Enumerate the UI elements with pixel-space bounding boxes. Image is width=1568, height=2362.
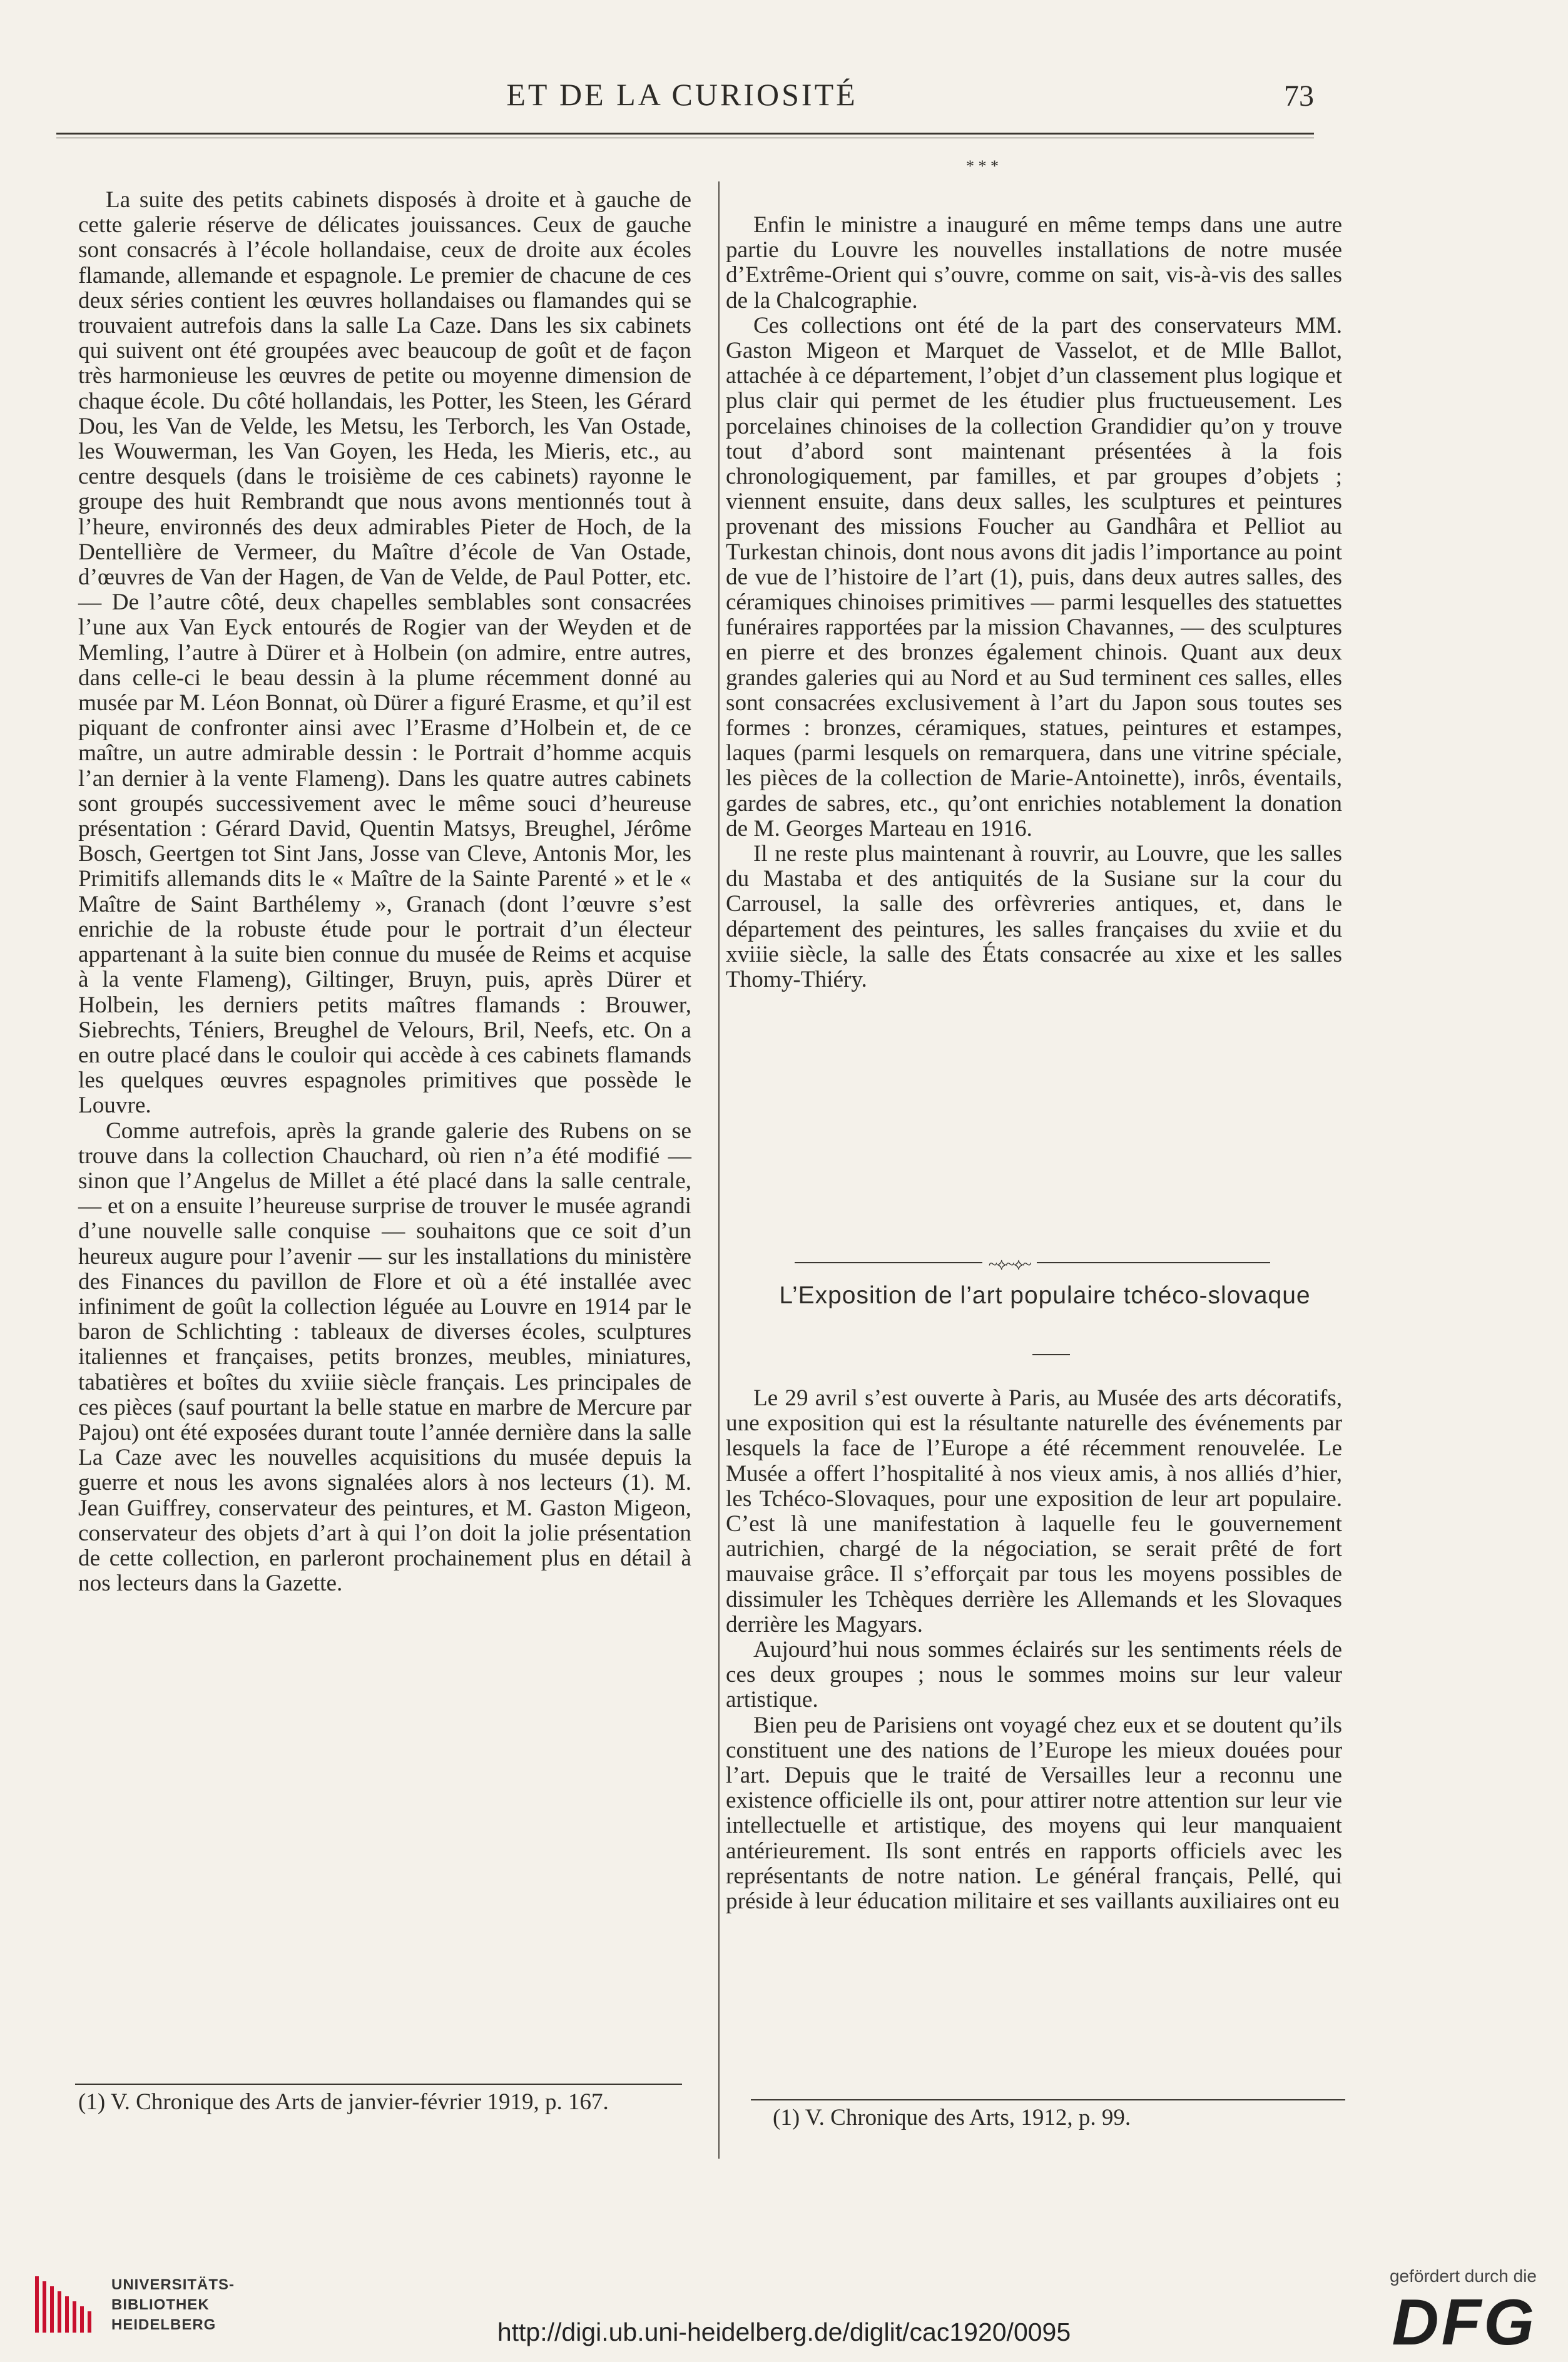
running-title: ET DE LA CURIOSITÉ — [506, 77, 858, 112]
left-column — [78, 188, 691, 1596]
left-footnote: (1) V. Chronique des Arts de janvier-février 1919, p. 167. — [78, 2089, 609, 2115]
section-paragraph-1: Le 29 avril s’est ouverte à Paris, au Musée des arts décoratifs, une exposition qui est la résultante naturelle des événements par lesquels la face de l’Europe a été récemment renouvelée. Le Musée a offert l’hospitalité à nos vieux amis, à nos alliés d’hier, les Tchéco-Slovaques, pour une exposition de leur art populaire. C’est là une manifestation à laquelle feu le gouvernement autrichien, chargé de la négociation, se serait prêté de fort mauvaise grâce. Il s’efforçait par tous les moyens possibles de dissimuler les Tchèques derrière les Allemands et les Slovaques derrière les Magyars. — [726, 1385, 1342, 1637]
column-divider — [718, 181, 720, 2159]
running-head — [50, 70, 1314, 126]
section-title: L’Exposition de l’art populaire tchéco-slovaque — [779, 1282, 1311, 1309]
section-paragraph-3: Bien peu de Parisiens ont voyagé chez eux et se doutent qu’ils constituent une des nations de l’Europe les mieux douées pour l’art. Depuis que le traité de Versailles leur a reconnu une existence officielle ils ont, pour attirer notre attention sur leur vie intellectuelle et artistique, des moyens qui leur manquaient antérieurement. Ils sont entrés en rapports officiels avec les représentants de notre nation. Le général français, Pellé, qui préside à leur éducation militaire et ses vaillants auxiliaires ont eu — [726, 1712, 1342, 1915]
left-paragraph-2: Comme autrefois, après la grande galerie des Rubens on se trouve dans la collection Chauchard, où rien n’a été modifié — sinon que l’Angelus de Millet a été placé dans la salle centrale, — et on a ensuite l’heureuse surprise de trouver le musée agrandi d’une nouvelle salle conquise — souhaitons que ce soit d’un heureux augure pour l’avenir — sur les installations du ministère des Finances du pavillon de Flore et où a été installée avec infiniment de goût la collection léguée au Louvre en 1914 par le baron de Schlichting : tableaux de diverses écoles, sculptures italiennes et françaises, petits bronzes, meubles, miniatures, tabatières et boîtes du xviiie siècle français. Les principales de ces pièces (sauf pourtant la belle statue en marbre de Mercure par Pajou) ont été exposées durant toute l’année dernière dans la salle La Caze avec les nouvelles acquisitions du musée depuis la guerre et nous les avons signalées alors à nos lecteurs (1). M. Jean Guiffrey, conservateur des peintures, et M. Gaston Migeon, conservateur des objets d’art à qui l’on doit la jolie présentation de cette collection, en parleront prochainement plus en détail à nos lecteurs dans la Gazette. — [78, 1117, 691, 1597]
right-footnote: (1) V. Chronique des Arts, 1912, p. 99. — [773, 2105, 1131, 2130]
right-paragraph-1: Enfin le ministre a inauguré en même temps dans une autre partie du Louvre les nouvelles installations de notre musée d’Extrême-Orient qui s’ouvre, comme on sait, vis-à-vis des salles de la Chalcographie. — [726, 212, 1342, 313]
funder-label: gefördert durch die — [1389, 2266, 1537, 2286]
library-line-1: UNIVERSITÄTS- — [111, 2276, 235, 2293]
right-paragraph-3: Il ne reste plus maintenant à rouvrir, au Louvre, que les salles du Mastaba et des antiquités de la Susiane sur la cour du Carrousel, la salle des orfèvreries antiques, et, dans le département des peintures, les salles françaises du xviie et du xviiie siècle, la salle des États consacrée au xixe et les salles Thomy-Thiéry. — [726, 841, 1342, 993]
library-line-3: HEIDELBERG — [111, 2316, 216, 2333]
ornament-icon: ~⟡~⟡~ — [982, 1255, 1037, 1275]
header-rule — [56, 133, 1314, 135]
footer-bar — [0, 2253, 1568, 2362]
right-column — [726, 213, 1342, 992]
page-number: 73 — [1284, 79, 1314, 113]
right-paragraph-2: Ces collections ont été de la part des conservateurs MM. Gaston Migeon et Marquet de Vasselot, et de Mlle Ballot, attachée à ce département, l’objet d’un classement plus logique et plus clair qui permet de les étudier plus fructueusement. Les porcelaines chinoises de la collection Grandidier qu’on y trouve tout d’abord sont maintenant présentées à la fois chronologiquement, par familles, et par groupes d’objets ; viennent ensuite, dans deux salles, les sculptures et peintures provenant des missions Foucher au Gandhâra et Pelliot au Turkestan chinois, dont nous avons dit jadis l’importance au point de vue de l’histoire de l’art (1), puis, dans deux autres salles, des céramiques chinoises primitives — parmi lesquelles des statuettes funéraires rapportées par la mission Chavannes, — des sculptures en pierre et des bronzes également chinois. Quant aux deux grandes galeries qui au Nord et au Sud terminent ces salles, elles sont consacrées exclusivement à l’art du Japon sous toutes ses formes : bronzes, céramiques, statues, peintures et estampes, laques (parmi lesquels on remarquera, dans une vitrine spéciale, les pièces de la collection de Marie-Antoinette), inrôs, éventails, gardes de sabres, etc., qu’ont enrichies notablement la donation de M. Georges Marteau en 1916. — [726, 312, 1342, 842]
left-paragraph-1: La suite des petits cabinets disposés à droite et à gauche de cette galerie réserve de délicates jouissances. Ceux de gauche sont consacrés à l’école hollandaise, ceux de droite aux écoles flamande, allemande et espagnole. Le premier de chacune de ces deux séries contient les œuvres hollandaises ou flamandes qui se trouvaient autrefois dans la salle La Caze. Dans les six cabinets qui suivent ont été groupées avec beaucoup de goût et de façon très harmonieuse les œuvres de petite ou moyenne dimension de chaque école. Du côté hollandais, les Potter, les Steen, les Gérard Dou, les Van de Velde, les Metsu, les Terborch, les Van Ostade, les Wouwerman, les Van Goyen, les Heda, les Mieris, etc., au centre desquels (dans le troisième de ces cabinets) rayonne le groupe des huit Rembrandt que nous avons mentionnés tout à l’heure, environnés des deux admirables Pieter de Hoch, de la Dentellière de Vermeer, du Maître d’école de Van Ostade, d’œuvres de Van der Hagen, de Van de Velde, de Paul Potter, etc. — De l’autre côté, deux chapelles semblables sont consacrées l’une aux Van Eyck entourés de Rogier van der Weyden et de Memling, l’autre à Dürer et à Holbein (on admire, entre autres, dans celle-ci le beau dessin à la plume récemment donné au musée par M. Léon Bonnat, où Dürer a figuré Erasme, et qu’il est piquant de confronter ainsi avec l’Erasme d’Holbein et, de ce maître, un autre admirable dessin : le Portrait d’homme acquis l’an dernier à la vente Flameng). Dans les quatre autres cabinets sont groupés successivement avec le même souci d’heureuse présentation : Gérard David, Quentin Matsys, Breughel, Jérôme Bosch, Geertgen tot Sint Jans, Josse van Cleve, Antonis Mor, les Primitifs allemands dits le « Maître de la Sainte Parenté » et le « Maître de Saint Barthélemy », Granach (dont l’œuvre s’est enrichie de la robuste étude pour le portrait d’un électeur appartenant à la suite bien connue du musée de Reims et acquise à la vente Flameng), Giltinger, Bruyn, puis, après Dürer et Holbein, les derniers petits maîtres flamands : Brouwer, Siebrechts, Téniers, Breughel de Velours, Bril, Neefs, etc. On a en outre placé dans le couloir qui accède à ces cabinets flamands les quelques œuvres espagnoles primitives que possède le Louvre. — [78, 187, 691, 1119]
dfg-logo: DFG — [1392, 2286, 1537, 2359]
asterism: * * * — [966, 157, 999, 175]
section-divider — [795, 1255, 1270, 1273]
title-dash — [1032, 1354, 1070, 1355]
right-section-body — [726, 1386, 1342, 1914]
university-seal-icon — [31, 2270, 100, 2339]
source-url-link[interactable]: http://digi.ub.uni-heidelberg.de/diglit/cac1920/0095 — [497, 2318, 1071, 2346]
library-logo-text — [111, 2275, 235, 2335]
left-footnote-rule — [75, 2084, 682, 2085]
section-paragraph-2: Aujourd’hui nous sommes éclairés sur les sentiments réels de ces deux groupes ; nous le sommes moins sur leur valeur artistique. — [726, 1637, 1342, 1713]
right-footnote-rule — [751, 2099, 1345, 2100]
library-line-2: BIBLIOTHEK — [111, 2296, 210, 2313]
